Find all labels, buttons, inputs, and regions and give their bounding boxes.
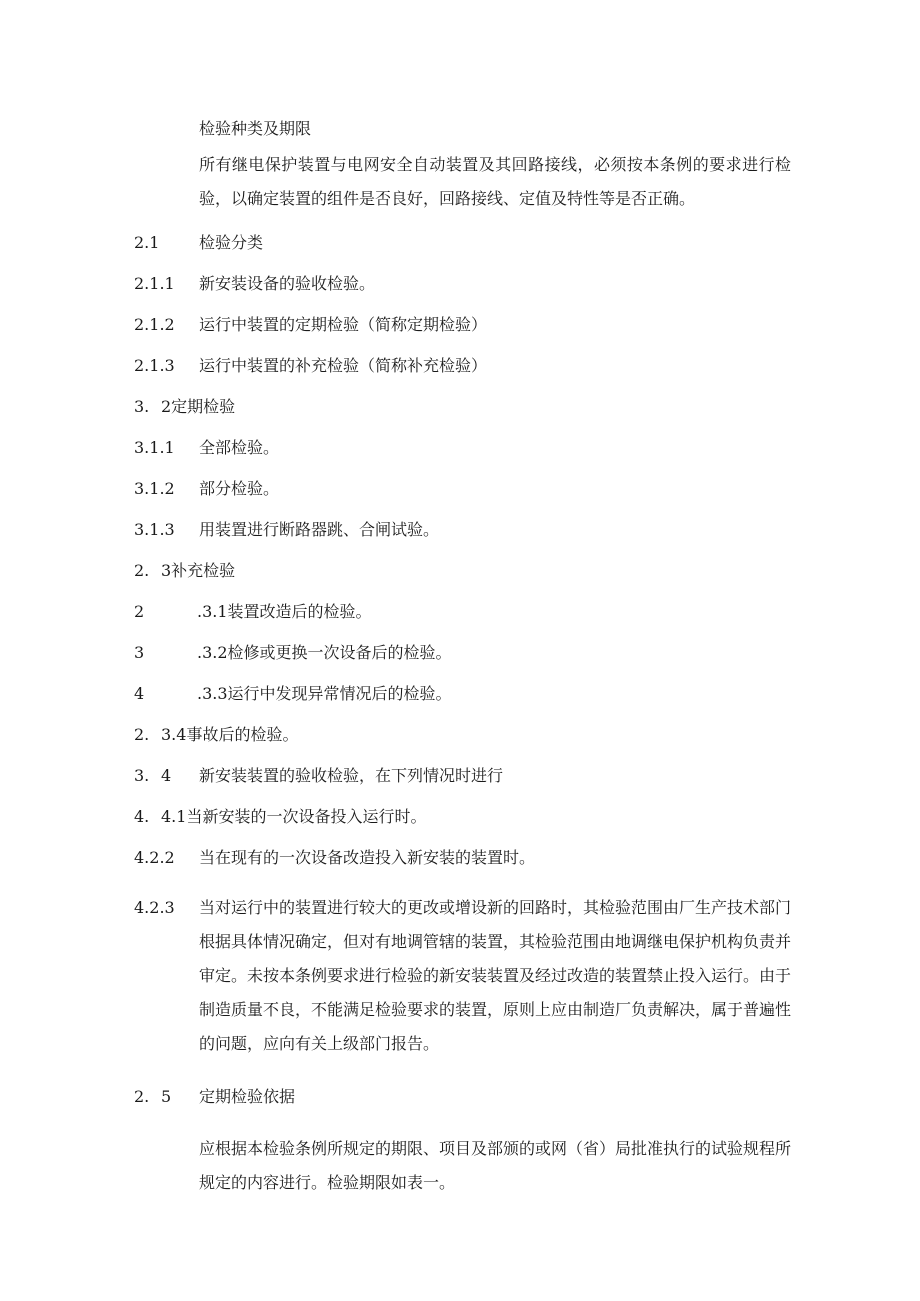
item-text: 4.1当新安装的一次设备投入运行时。 [161, 807, 427, 826]
item-number: 2.1.2 [134, 315, 175, 334]
item-number: 2. [134, 1087, 150, 1106]
item-text: .3.1装置改造后的检验。 [197, 602, 372, 621]
item-text: 3补充检验 [161, 561, 236, 580]
item-text: 运行中装置的定期检验（简称定期检验） [199, 315, 488, 334]
item-text: 定期检验依据 [199, 1087, 296, 1106]
item-number: 3.1.3 [134, 520, 175, 539]
item-number: 4. [134, 807, 150, 826]
item-text: .3.3运行中发现异常情况后的检验。 [197, 684, 452, 703]
item-number: 2.1.1 [134, 274, 175, 293]
item-number: 2.1.3 [134, 356, 175, 375]
item-text: 新安装装置的验收检验，在下列情况时进行 [199, 766, 504, 785]
item-text: 部分检验。 [199, 479, 280, 498]
item-text: 当在现有的一次设备改造投入新安装的装置时。 [199, 848, 536, 867]
item-subnumber: 5 [161, 1087, 172, 1106]
item-number: 2.1 [134, 233, 160, 252]
item-423-paragraph: 当对运行中的装置进行较大的更改或增设新的回路时，其检验范围由厂生产技术部门根据具体情况确定，但对有地调管辖的装置，其检验范围由地调继电保护机构负责并审定。未按本条例要求进行检验的新安装装置及经过改造的装置禁止投入运行。由于制造质量不良，不能满足检验要求的装置，原则上应由制造厂负责解决，属于普遍性的问题，应向有关上级部门报告。 [199, 898, 792, 1053]
item-text: 2定期检验 [161, 397, 236, 416]
item-text: 用装置进行断路器跳、合闸试验。 [199, 520, 440, 539]
item-number: 3. [134, 766, 150, 785]
intro-paragraph: 所有继电保护装置与电网安全自动装置及其回路接线，必须按本条例的要求进行检验，以确定装置的组件是否良好，回路接线、定值及特性等是否正确。 [199, 155, 791, 208]
item-number: 2. [134, 725, 150, 744]
item-number: 3.1.2 [134, 479, 175, 498]
item-text: 全部检验。 [199, 438, 280, 457]
item-number: 4.2.3 [134, 898, 175, 917]
item-number: 3. [134, 397, 150, 416]
item-text: .3.2检修或更换一次设备后的检验。 [197, 643, 452, 662]
item-number: 4.2.2 [134, 848, 175, 867]
item-number: 3 [134, 643, 145, 662]
section-title: 检验种类及期限 [199, 119, 312, 138]
closing-paragraph: 应根据本检验条例所规定的期限、项目及部颁的或网（省）局批准执行的试验规程所规定的内容进行。检验期限如表一。 [199, 1139, 792, 1192]
item-number: 2. [134, 561, 150, 580]
item-number: 2 [134, 602, 145, 621]
item-text: 3.4事故后的检验。 [161, 725, 299, 744]
item-text: 运行中装置的补充检验（简称补充检验） [199, 356, 488, 375]
item-text: 检验分类 [199, 233, 264, 252]
item-number: 3.1.1 [134, 438, 175, 457]
item-subnumber: 4 [161, 766, 172, 785]
item-text: 新安装设备的验收检验。 [199, 274, 376, 293]
item-number: 4 [134, 684, 145, 703]
